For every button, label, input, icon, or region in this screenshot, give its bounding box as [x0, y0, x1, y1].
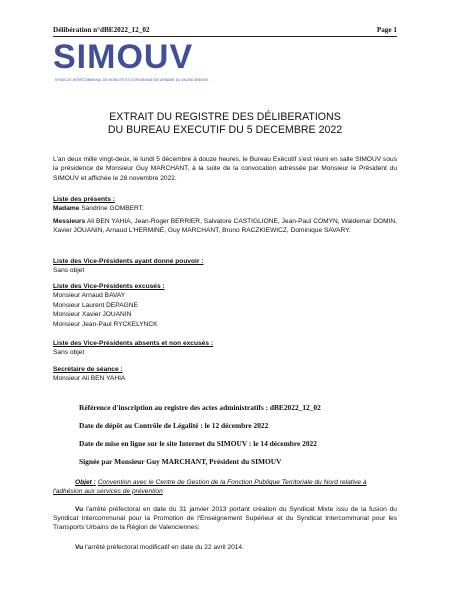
madame-line [53, 204, 397, 213]
madame-label: Madame [53, 205, 80, 213]
messieurs-line [53, 217, 397, 236]
presents-heading: Liste des présents : [53, 196, 115, 203]
objet-label: Objet : [75, 479, 96, 486]
excuse-name: Monsieur Jean-Paul RYCKELYNCK [53, 320, 158, 328]
vu-paragraph-2 [53, 543, 397, 552]
vu-paragraph-1 [53, 506, 397, 532]
excuses-section [53, 282, 397, 329]
page-number: Page 1 [376, 26, 397, 34]
messieurs-names: Ali BEN YAHIA, Jean-Roger BERRIER, Salvatore CASTIGLIONE, Jean-Paul COMYN, Waldemar DOMIN, Xavier JOUANIN, Arnaud L'HERMINÉ, Guy MARCHANT, Bruno RACZKIEWICZ, Dominique SAVARY. [53, 217, 398, 235]
excuse-name: Monsieur Arnaud BAVAY [53, 292, 126, 300]
vu-label: Vu [75, 544, 84, 551]
excuse-name: Monsieur Laurent DEPAGNE [53, 301, 138, 309]
simouv-logo [53, 40, 213, 80]
pouvoir-value: Sans objet [53, 267, 85, 275]
title-line-2: DU BUREAU EXECUTIF DU 5 DECEMBRE 2022 [107, 124, 343, 136]
logo-tagline: SYNDICAT INTERCOMMUNAL DE MOBILITÉ ET D'ORGANISATION URBAINE DU VALENCIENNOIS [55, 78, 209, 82]
mise-en-ligne-date: Date de mise en ligne sur le site Internet du SIMOUV : le 14 décembre 2022 [79, 439, 317, 448]
header-divider [53, 36, 397, 37]
absents-value: Sans objet [53, 349, 85, 357]
intro-paragraph: L'an deux mille vingt-deux, le lundi 5 décembre à douze heures, le Bureau Exécutif s'est réuni en salle SIMOUV sous la présidence de Monsieur Guy MARCHANT, à la suite de la convocation adressée par Monsieur le Président du SIMOUV et affichée le 28 novembre 2022. [53, 156, 397, 182]
objet-section [53, 479, 397, 496]
pouvoir-section [53, 257, 397, 276]
logo-wordmark: SIMOUV [53, 38, 194, 76]
secretaire-value: Monsieur Ali BEN YAHIA [53, 375, 126, 383]
secretaire-section [53, 365, 397, 384]
pouvoir-heading: Liste des Vice-Présidents ayant donné pouvoir : [53, 258, 204, 265]
objet-text: Convention avec le Centre de Gestion de la Fonction Publique Territoriale du Nord relative à l'adhésion aux services de prévention [53, 479, 367, 495]
depot-date: Date de dépôt au Contrôle de Légalité : le 12 décembre 2022 [79, 421, 269, 430]
title-line-1: EXTRAIT DU REGISTRE DES DÉLIBERATIONS [109, 111, 341, 123]
inscription-reference: Référence d'inscription au registre des actes administratifs : dBE2022_12_02 [79, 403, 321, 412]
vu-text: l'arrêté préfectoral modificatif en date du 22 avril 2014. [85, 544, 244, 551]
vu-text: l'arrêté préfectoral en date du 31 janvier 2013 portant création du Syndicat Mixte issu de la fusion du Syndicat Intercommunal pour la Promotion de l'Enseignement Supérieur et du Syndicat Intercommunal pour les Transports Urbains de la Région de Valenciennes; [53, 506, 397, 531]
absents-heading: Liste des Vice-Présidents absents et non excusés : [53, 340, 214, 347]
vu-label: Vu [75, 506, 84, 513]
document-title [53, 111, 397, 137]
absents-section [53, 339, 397, 358]
excuse-name: Monsieur Xavier JOUANIN [53, 311, 132, 319]
messieurs-label: Messieurs [53, 217, 86, 225]
secretaire-heading: Secrétaire de séance : [53, 366, 123, 373]
deliberation-number: Délibération n°dBE2022_12_02 [53, 26, 150, 34]
presents-section [53, 195, 397, 236]
signature-line: Signée par Monsieur Guy MARCHANT, Président du SIMOUV [79, 457, 282, 466]
madame-names: Sandrine GOMBERT. [81, 205, 144, 213]
excuses-heading: Liste des Vice-Présidents excusés : [53, 283, 165, 290]
page-header [53, 26, 397, 36]
